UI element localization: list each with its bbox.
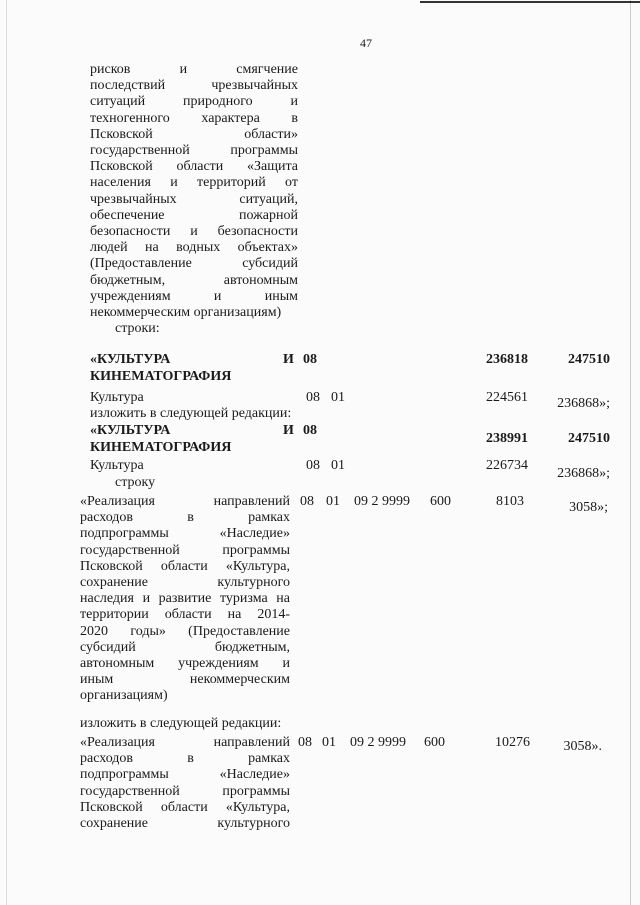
intro-line: безопасности и безопасности [90, 224, 298, 240]
intro-line: ситуаций природного и [90, 94, 298, 110]
page-number: 47 [360, 36, 372, 50]
value-2020: 236868»; [557, 466, 610, 481]
value-2020: 3058»; [569, 500, 608, 515]
target-article: 09 2 9999 [350, 735, 406, 750]
subsection-code: 01 [331, 458, 345, 473]
description-line: территории области на 2014- [80, 607, 290, 623]
description-line: Псковской области «Культура, [80, 799, 290, 815]
intro-paragraph [90, 62, 298, 337]
intro-line: техногенного характера в [90, 110, 298, 126]
subsection-code: 01 [326, 494, 340, 509]
phrase-lines: строки: [115, 321, 160, 337]
section-title: КИНЕМАТОГРАФИЯ [90, 369, 232, 384]
description-line: сохранение культурного [80, 816, 290, 832]
section-code: 08 [303, 352, 317, 367]
section-code: 08 [298, 735, 312, 750]
intro-line: бюджетным, автономным [90, 272, 298, 288]
intro-line: Псковской области «Защита [90, 159, 298, 175]
description-line: государственной программы [80, 542, 290, 558]
description-line: 2020 годы» (Предоставление [80, 623, 290, 639]
description-line: субсидий бюджетным, [80, 639, 290, 655]
value-2020: 247510 [568, 431, 610, 446]
intro-line: рисков и смягчение [90, 62, 298, 77]
scan-top-line [420, 1, 640, 3]
subsection-code: 01 [322, 735, 336, 750]
description-line: подпрограммы «Наследие» [80, 526, 290, 542]
description-line: Псковской области «Культура, [80, 558, 290, 574]
description-line: расходов в рамках [80, 510, 290, 526]
value-2019: 224561 [486, 390, 528, 405]
description-line: наследия и развитие туризма на [80, 591, 290, 607]
description-line: организациям) [80, 688, 168, 704]
section-code: 08 [300, 494, 314, 509]
intro-line: учреждениям и иным [90, 288, 298, 304]
description-line: «Реализация направлений [80, 735, 290, 750]
expense-kind: 600 [424, 735, 445, 750]
phrase-edit: изложить в следующей редакции: [80, 716, 282, 731]
subsection-title: Культура [90, 458, 144, 473]
value-2019: 10276 [495, 735, 530, 750]
phrase-edit: изложить в следующей редакции: [90, 406, 292, 421]
scan-edge-left [6, 0, 7, 905]
description-line: подпрограммы «Наследие» [80, 767, 290, 783]
row-description [80, 494, 290, 705]
value-2019: 238991 [486, 431, 528, 446]
description-line: сохранение культурного [80, 575, 290, 591]
section-code: 08 [306, 390, 320, 405]
value-2019: 226734 [486, 458, 528, 473]
intro-line: обеспечение пожарной [90, 207, 298, 223]
description-line: автономным учреждениям и [80, 656, 290, 672]
value-2020: 3058». [563, 739, 602, 754]
intro-line: государственной программы [90, 143, 298, 159]
section-code: 08 [306, 458, 320, 473]
section-title-and: И [283, 352, 294, 367]
subsection-code: 01 [331, 390, 345, 405]
target-article: 09 2 9999 [354, 494, 410, 509]
description-line: расходов в рамках [80, 751, 290, 767]
intro-line: (Предоставление субсидий [90, 256, 298, 272]
section-title: «КУЛЬТУРА [90, 423, 171, 438]
description-line: иным некоммерческим [80, 672, 290, 688]
intro-line: последствий чрезвычайных [90, 78, 298, 94]
description-line: «Реализация направлений [80, 494, 290, 509]
section-title: КИНЕМАТОГРАФИЯ [90, 440, 232, 455]
value-2019: 236818 [486, 352, 528, 367]
description-line: государственной программы [80, 783, 290, 799]
section-code: 08 [303, 423, 317, 438]
value-2020: 236868»; [557, 396, 610, 411]
value-2020: 247510 [568, 352, 610, 367]
value-2019: 8103 [496, 494, 524, 509]
expense-kind: 600 [430, 494, 451, 509]
intro-line: Псковской области» [90, 126, 298, 142]
subsection-title: Культура [90, 390, 144, 405]
row-description [80, 735, 290, 832]
intro-line: людей на водных объектах» [90, 240, 298, 256]
section-title-and: И [283, 423, 294, 438]
section-title: «КУЛЬТУРА [90, 352, 171, 367]
phrase-line: строку [115, 475, 156, 490]
intro-line: населения и территорий от [90, 175, 298, 191]
intro-line: некоммерческим организациям) [90, 305, 282, 321]
intro-line: чрезвычайных ситуаций, [90, 191, 298, 207]
scan-edge-right [630, 0, 631, 905]
